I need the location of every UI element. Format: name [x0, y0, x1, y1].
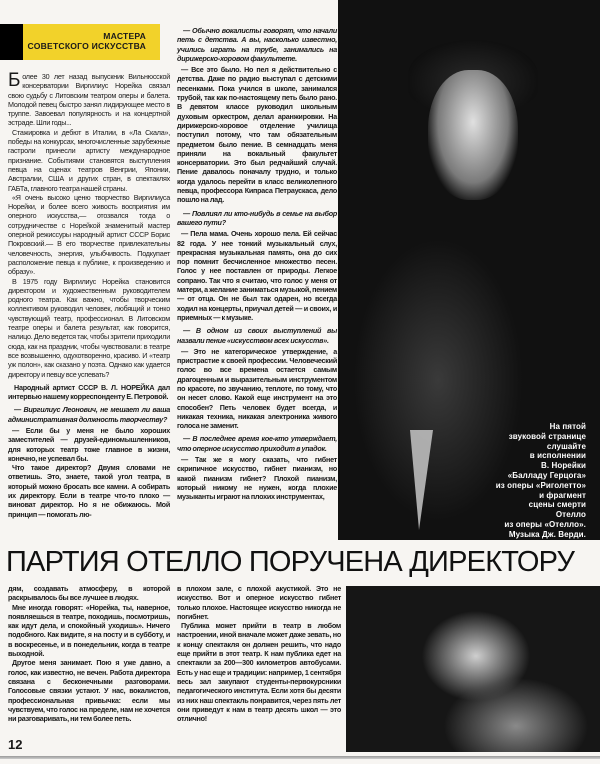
paragraph: олее 30 лет назад выпускник Вильнюсской консерватории Виргилиус Норейка связал свою судьбу с Литовским театром оперы и балета. Молодой певец быстро занял лидирующее место в труппе. Завоевал популярность и на концертной эстраде. Шли годы... [8, 72, 170, 128]
paragraph: «Я очень высоко ценю творчество Виргилиуса Норейки, и более всего живость восприятия им оперного искусства,— отозвался тогда о сотрудничестве с Норейкой знаменитый мастер оперной режиссуры народный артист СССР Борис Покровский.— В его творчестве привлекательны человечность, энергия, улыбчивость. Подкупает расположение певца к публике, к произведению и образу». [8, 192, 170, 277]
caption-line: из оперы «Отелло». [504, 519, 586, 529]
interview-question: — В одном из своих выступлений вы назвали пение «искусством всех искусств». [177, 326, 337, 345]
caption-line: Отелло [555, 510, 586, 520]
photo-blade [410, 430, 433, 530]
interview-answer: — Пела мама. Очень хорошо пела. Ей сейчас 82 года. У нее тонкий музыкальный слух, прекрасная музыкальная память, она до сих пор помнит бесчисленное множество песен. Голос у нее поставлен от природы. Легкое сопрано. Так что я считаю, что голос у меня от матери, а желание заниматься музыкой, пением — от отца. Он не был так одарен, но всегда ходил на концерты, приучал детей — и своих, и приемных — к музыке. [177, 229, 337, 322]
interview-question: — Повлиял ли кто-нибудь в семье на выбор вашего пути? [177, 208, 337, 227]
rubric-line2: СОВЕТСКОГО ИСКУССТВА [27, 41, 146, 51]
column-4 [177, 584, 341, 723]
caption-line: и фрагмент [539, 490, 586, 500]
rubric-banner [0, 24, 160, 60]
rubric-line1: МАСТЕРА [103, 31, 146, 41]
rubric-label [23, 24, 160, 60]
paragraph: Стажировка и дебют в Италии, в «Ла Скала», победы на конкурсах, многочисленные зарубежные гастроли принесли артисту международное признание. Событиями становятся выступления певца на сценах театров Венгрии, Японии, Австралии, США и других стран, в спектаклях ГАБТа, главного театра нашей страны. [8, 127, 170, 193]
interview-question: — Обычно вокалисты говорят, что начали петь с детства. А вы, насколько известно, учились играть на трубе, занимались на дирижерско-хоровом факультете. [177, 26, 337, 63]
column-2 [177, 26, 337, 502]
caption-line: слушайте [546, 441, 586, 451]
interview-question: — В последнее время кое-кто утверждает, что оперное искусство приходит в упадок. [177, 434, 337, 453]
caption-line: в исполнении [529, 451, 586, 461]
caption-line: На пятой [549, 422, 586, 431]
paragraph: В 1975 году Виргилиус Норейка становится директором и художественным руководителем родного театра. Как важно, чтобы творческим коллективом руководил человек, любящий и тонко чувствующий театр, профессионал. В Литовском театре оперы и балета результат, как говорится, налицо. Дело ведется так, чтобы зрители приходили сюда, как на праздник, чтобы чувствовали: в театре все возвышенно, одухотворенно, красиво. И «театр уж полон», как сказано у поэта. Однако как удается директору и певцу все успевать? [8, 276, 170, 379]
interview-answer: — Это не категорическое утверждение, а пристрастие к своей профессии. Человеческий голос во все времена остается самым драгоценным и выразительным инструментом по красоте, по звучанию, теплоте, по тому, что он несет слово. Какой еще инструмент на это способен? Петь человек будет всегда, и никакая техника, никакая электроника живого голоса не заменит. [177, 346, 337, 431]
caption-line: «Балладу Герцога» [507, 470, 586, 480]
caption-line: звуковой странице [508, 431, 586, 441]
caption-line: В. Норейки [540, 461, 586, 471]
caption-line: Музыка Дж. Верди. [508, 529, 586, 539]
caption-line: сцены смерти [528, 500, 586, 510]
page-edge [0, 756, 600, 759]
caption-line: из оперы «Риголетто» [495, 480, 586, 490]
paragraph: Мне иногда говорят: «Норейка, ты, наверное, появляешься в театре, походишь, посмотришь, как идут дела, и спокойный уходишь». Ничего подобного. Как видите, я на посту и в субботу, и в воскресенье, и в понедельник, когда в театре выходной. [8, 602, 170, 659]
drop-cap: Б [8, 70, 21, 91]
interview-question: — Виргилиус Леонович, не мешает ли ваша административная должность творчеству? [8, 405, 170, 424]
paragraph: Другое меня занимает. Пою я уже давно, а голос, как известно, не вечен. Работа директора связана с бесконечными разговорами. Голосовые связки устают. У нас, вокалистов, профессиональная привычка: если мы чувствуем, что голос на пределе, нам не хочется ни разговаривать, ни тем более петь. [8, 658, 170, 724]
column-3 [8, 584, 170, 723]
photo-caption [496, 422, 586, 540]
interview-intro: Народный артист СССР В. Л. НОРЕЙКА дал интервью нашему корреспонденту Е. Петровой. [8, 382, 170, 402]
paragraph: в плохом зале, с плохой акустикой. Это не искусство. Вот и оперное искусство гибнет только плохое. Настоящее искусство никогда не погибнет. [177, 584, 341, 621]
paragraph: Публика может прийти в театр в любом настроении, иной вначале может даже зевать, но к концу спектакля он должен решить, что надо еще прийти в этот театр. К нам публика едет на спектакли за 200—300 километров автобусами. Есть у нас еще и традиции: например, 1 сентября весь зал закупают студенты-первокурсники педагогического института. Если хотя бы десяти из них наш спектакль понравится, через пять лет они приведут к нам в театр десять школ — это отлично! [177, 621, 341, 724]
interview-answer: — Все это было. Но пел я действительно с детства. Даже по радио выступал с детскими песенками. Пока учился в школе, занимался трубой, так как по-настоящему петь было рано. В девятом классе руководил школьным духовым оркестром, делал аранжировки. На дирижерско-хоровое отделение училища поступил потому, что там обязательным предметом было пение. В семнадцать меня приняли на вокальный факультет консерватории. Это был редчайший случай. Пение давалось поначалу трудно, и только когда удалось перейти в класс великолепного певца, профессора Кипраса Петраускаса, дело пошло на лад. [177, 65, 337, 205]
page-number: 12 [8, 737, 23, 752]
interview-answer: Что такое директор? Двумя словами не ответишь. Это, знаете, такой угол театра, в который можно бросать все камни. А собирать их директору. Если в театре что-то плохо — виноват директор. Но я не обижаюсь. Мой принцип — помогать лю- [8, 463, 170, 519]
interview-answer: — Так же я могу сказать, что гибнет скрипичное искусство, гибнет пианизм, но какой пианизм гибнет? Плохой пианизм, который никому не нужен, когда плохие музыканты играют на плохих инструментах, [177, 455, 337, 502]
stage-photo [346, 586, 600, 752]
headline: ПАРТИЯ ОТЕЛЛО ПОРУЧЕНА ДИРЕКТОРУ [6, 546, 575, 578]
paragraph: дям, создавать атмосферу, в которой раскрывалось бы все лучшее в людях. [8, 584, 170, 603]
column-1 [8, 72, 170, 519]
photo-face [428, 70, 518, 200]
interview-answer: — Если бы у меня не было хороших заместителей — друзей-единомышленников, для которых театр тоже главное в жизни, конечно, не успевал бы. [8, 425, 170, 463]
